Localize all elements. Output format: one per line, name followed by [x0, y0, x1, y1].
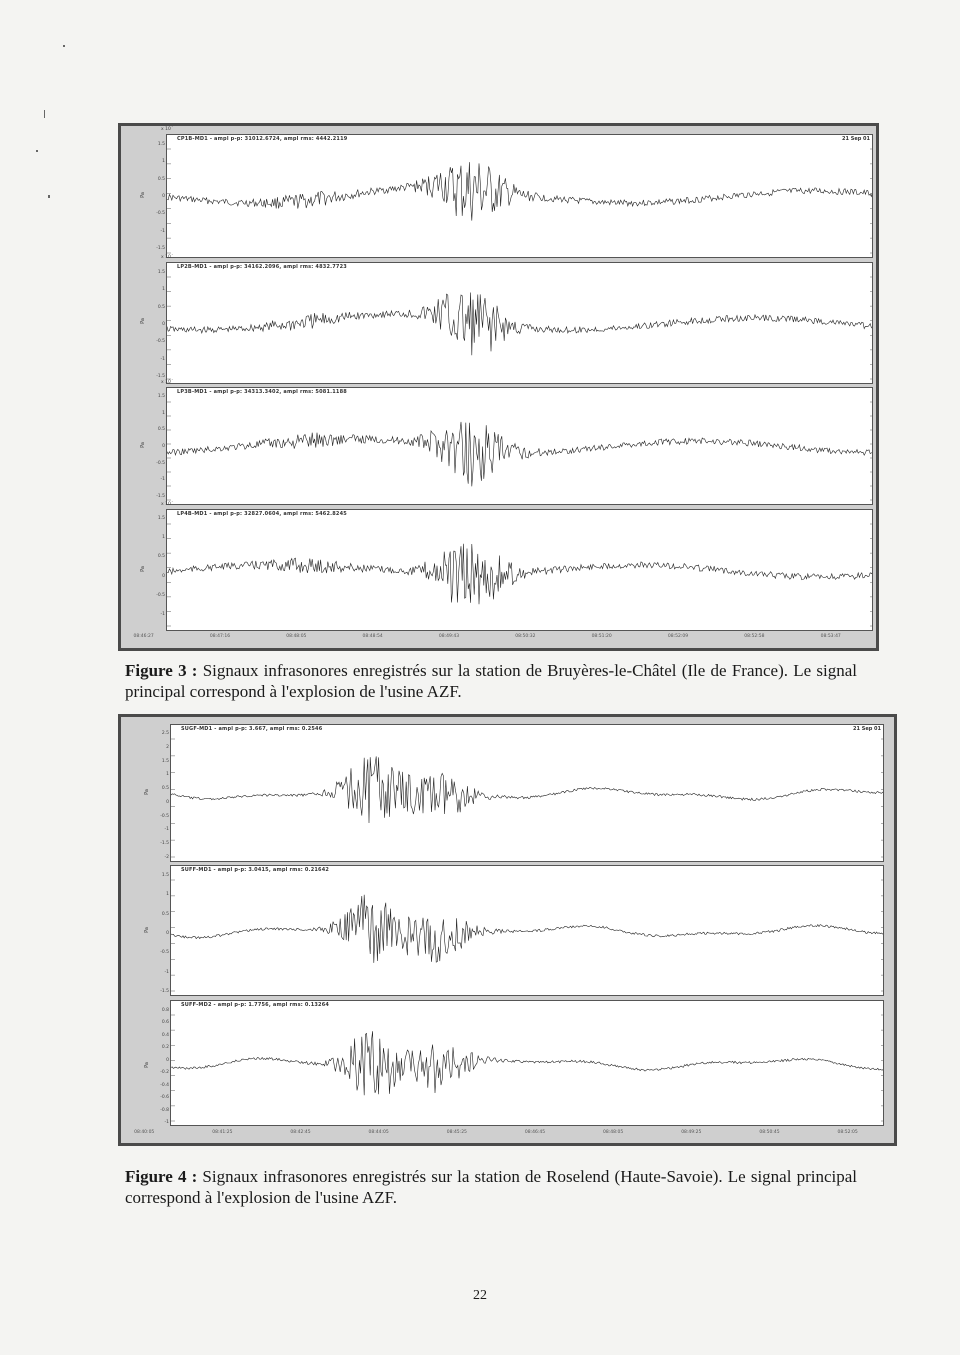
- figure-4-waveforms: [118, 714, 897, 1146]
- tick-label: 0.6: [161, 1020, 169, 1026]
- waveform-trace: [167, 162, 873, 221]
- channel-label: SUGF-MD1 - ampl p-p: 3.667, ampl rms: 0.2546: [181, 726, 323, 732]
- tick-label: 1: [166, 772, 169, 778]
- tick-label: 0: [162, 573, 165, 579]
- tick-label: -1: [164, 1120, 169, 1125]
- x-axis-ticks: [121, 634, 876, 644]
- tick-label: 1.5: [161, 758, 169, 764]
- tick-label: 08:42:45: [290, 1130, 311, 1135]
- scan-speck: [44, 110, 45, 118]
- tick-label: 08:48:05: [603, 1130, 624, 1135]
- tick-label: -1: [164, 827, 169, 833]
- tick-label: 08:48:05: [286, 634, 307, 639]
- y-unit-label: Pa: [139, 566, 146, 572]
- tick-label: -0.8: [160, 1107, 169, 1113]
- tick-label: 0.5: [157, 427, 165, 433]
- tick-label: 08:46:27: [133, 634, 154, 639]
- tick-label: 0.5: [157, 176, 165, 182]
- tick-label: -1.5: [160, 989, 169, 994]
- tick-label: 0: [162, 444, 165, 449]
- channel-panel: [166, 387, 873, 505]
- waveform-trace: [171, 895, 884, 963]
- tick-label: 08:49:25: [681, 1130, 702, 1135]
- date-label: 21 Sep 01: [853, 726, 881, 732]
- y-axis-ticks: [149, 142, 165, 251]
- tick-label: -1.5: [160, 841, 169, 847]
- tick-label: 08:45:25: [446, 1130, 467, 1135]
- y-axis-ticks: [149, 516, 165, 617]
- figure-4-caption: [125, 1166, 857, 1208]
- channel-label: SUFF-MD2 - ampl p-p: 1.7756, ampl rms: 0.13264: [181, 1002, 330, 1008]
- tick-label: 08:44:05: [368, 1130, 389, 1135]
- waveform-trace: [167, 293, 873, 356]
- y-axis-ticks: [153, 731, 169, 860]
- channel-label: SUFF-MD1 - ampl p-p: 3.0415, ampl rms: 0.21642: [181, 867, 330, 873]
- date-label: 21 Sep 01: [842, 136, 870, 142]
- figure-3-waveforms: [118, 123, 879, 651]
- tick-label: -0.5: [156, 211, 165, 217]
- caption-label: Figure 4 :: [125, 1167, 198, 1186]
- tick-label: 1.5: [161, 873, 169, 878]
- tick-label: 08:40:05: [134, 1130, 155, 1135]
- waveform-trace: [171, 756, 884, 823]
- y-unit-label: Pa: [139, 442, 146, 448]
- tick-label: 08:41:25: [212, 1130, 233, 1135]
- waveform-trace: [171, 1031, 884, 1095]
- tick-label: -0.5: [156, 460, 165, 466]
- y-unit-label: Pa: [139, 318, 146, 324]
- y-axis-ticks: [149, 270, 165, 379]
- figure-3-caption: [125, 660, 857, 702]
- page-number: 22: [473, 1288, 487, 1303]
- tick-label: 08:49:43: [438, 634, 460, 639]
- tick-label: 0.5: [161, 786, 169, 792]
- tick-label: 2.5: [161, 731, 169, 736]
- y-axis-ticks: [153, 873, 169, 994]
- tick-label: -1.5: [156, 494, 165, 499]
- tick-label: 0.5: [161, 911, 169, 917]
- tick-label: 0: [162, 194, 165, 199]
- channel-panel: [170, 865, 884, 996]
- y-unit-label: Pa: [143, 1062, 150, 1068]
- tick-label: 08:50:32: [515, 634, 536, 639]
- tick-label: 0.4: [161, 1032, 169, 1038]
- tick-label: 0: [166, 931, 169, 936]
- tick-label: 08:52:09: [667, 634, 689, 639]
- tick-label: 08:52:58: [744, 634, 765, 639]
- tick-label: 08:48:54: [362, 634, 383, 639]
- tick-label: 0.5: [157, 304, 165, 310]
- tick-label: 0.2: [161, 1045, 169, 1051]
- tick-label: 08:47:16: [209, 634, 231, 639]
- tick-label: -1: [160, 356, 165, 362]
- tick-label: -0.5: [160, 813, 169, 819]
- caption-label: Figure 3 :: [125, 661, 198, 680]
- channel-panel: [166, 134, 873, 258]
- channel-panel: [166, 262, 873, 384]
- channel-label: CP1B-MD1 - ampl p-p: 31012.6724, ampl rms: 4442.2119: [177, 136, 348, 142]
- tick-label: 08:51:20: [591, 634, 612, 639]
- tick-label: 0.8: [161, 1008, 169, 1013]
- tick-label: -0.2: [160, 1070, 169, 1076]
- scan-speck: [63, 45, 65, 47]
- tick-label: -1: [160, 477, 165, 483]
- channel-label: LP2B-MD1 - ampl p-p: 34162.2096, ampl rms: 4832.7723: [177, 264, 347, 270]
- y-scale-label: x 10´: [161, 255, 174, 260]
- tick-label: 0: [166, 799, 169, 805]
- tick-label: 1: [162, 535, 165, 541]
- y-axis-ticks: [153, 1008, 169, 1125]
- x-axis-ticks: [121, 1130, 894, 1140]
- tick-label: 08:46:45: [524, 1130, 546, 1135]
- tick-label: 1: [162, 410, 165, 416]
- channel-label: LP4B-MD1 - ampl p-p: 32827.0604, ampl rms: 5462.8245: [177, 511, 347, 517]
- tick-label: 2: [166, 744, 169, 750]
- y-unit-label: Pa: [143, 927, 150, 933]
- tick-label: 0: [166, 1057, 169, 1063]
- scan-speck: [36, 150, 38, 152]
- tick-label: -2: [164, 855, 169, 860]
- tick-label: -1: [164, 969, 169, 975]
- tick-label: 0.5: [157, 554, 165, 560]
- tick-label: 1.5: [157, 142, 165, 147]
- y-axis-ticks: [149, 394, 165, 499]
- tick-label: 1.5: [157, 270, 165, 275]
- tick-label: -0.5: [156, 339, 165, 345]
- tick-label: 0: [162, 322, 165, 327]
- tick-label: -0.4: [160, 1082, 169, 1088]
- y-unit-label: Pa: [143, 789, 150, 795]
- tick-label: -1.5: [156, 374, 165, 379]
- tick-label: -1: [160, 612, 165, 617]
- y-scale-label: x 10´: [161, 502, 174, 507]
- tick-label: -1.5: [156, 246, 165, 251]
- tick-label: 08:50:45: [759, 1130, 780, 1135]
- tick-label: -0.5: [160, 950, 169, 956]
- tick-label: -0.5: [156, 592, 165, 598]
- tick-label: 1: [162, 287, 165, 293]
- y-unit-label: Pa: [139, 192, 146, 198]
- y-scale-label: x 10´: [161, 127, 174, 132]
- tick-label: 1: [166, 892, 169, 898]
- tick-label: 1: [162, 159, 165, 165]
- channel-panel: [170, 724, 884, 862]
- channel-panel: [166, 509, 873, 631]
- channel-label: LP3B-MD1 - ampl p-p: 34313.3402, ampl rms: 5081.1188: [177, 389, 347, 395]
- scan-speck: [48, 195, 50, 198]
- tick-label: 08:53:47: [820, 634, 841, 639]
- waveform-trace: [167, 422, 873, 487]
- caption-text: Signaux infrasonores enregistrés sur la station de Bruyères-le-Châtel (Ile de France). Le signal principal correspond à l'explosion de l'usine AZF.: [125, 661, 857, 701]
- tick-label: -0.6: [160, 1095, 169, 1101]
- channel-panel: [170, 1000, 884, 1126]
- waveform-trace: [167, 544, 873, 605]
- tick-label: -1: [160, 228, 165, 234]
- tick-label: 1.5: [157, 516, 165, 521]
- tick-label: 1.5: [157, 394, 165, 399]
- tick-label: 08:52:05: [837, 1130, 858, 1135]
- caption-text: Signaux infrasonores enregistrés sur la station de Roselend (Haute-Savoie). Le signal principal correspond à l'explosion de l'usine AZF.: [125, 1167, 857, 1207]
- y-scale-label: x 10´: [161, 380, 174, 385]
